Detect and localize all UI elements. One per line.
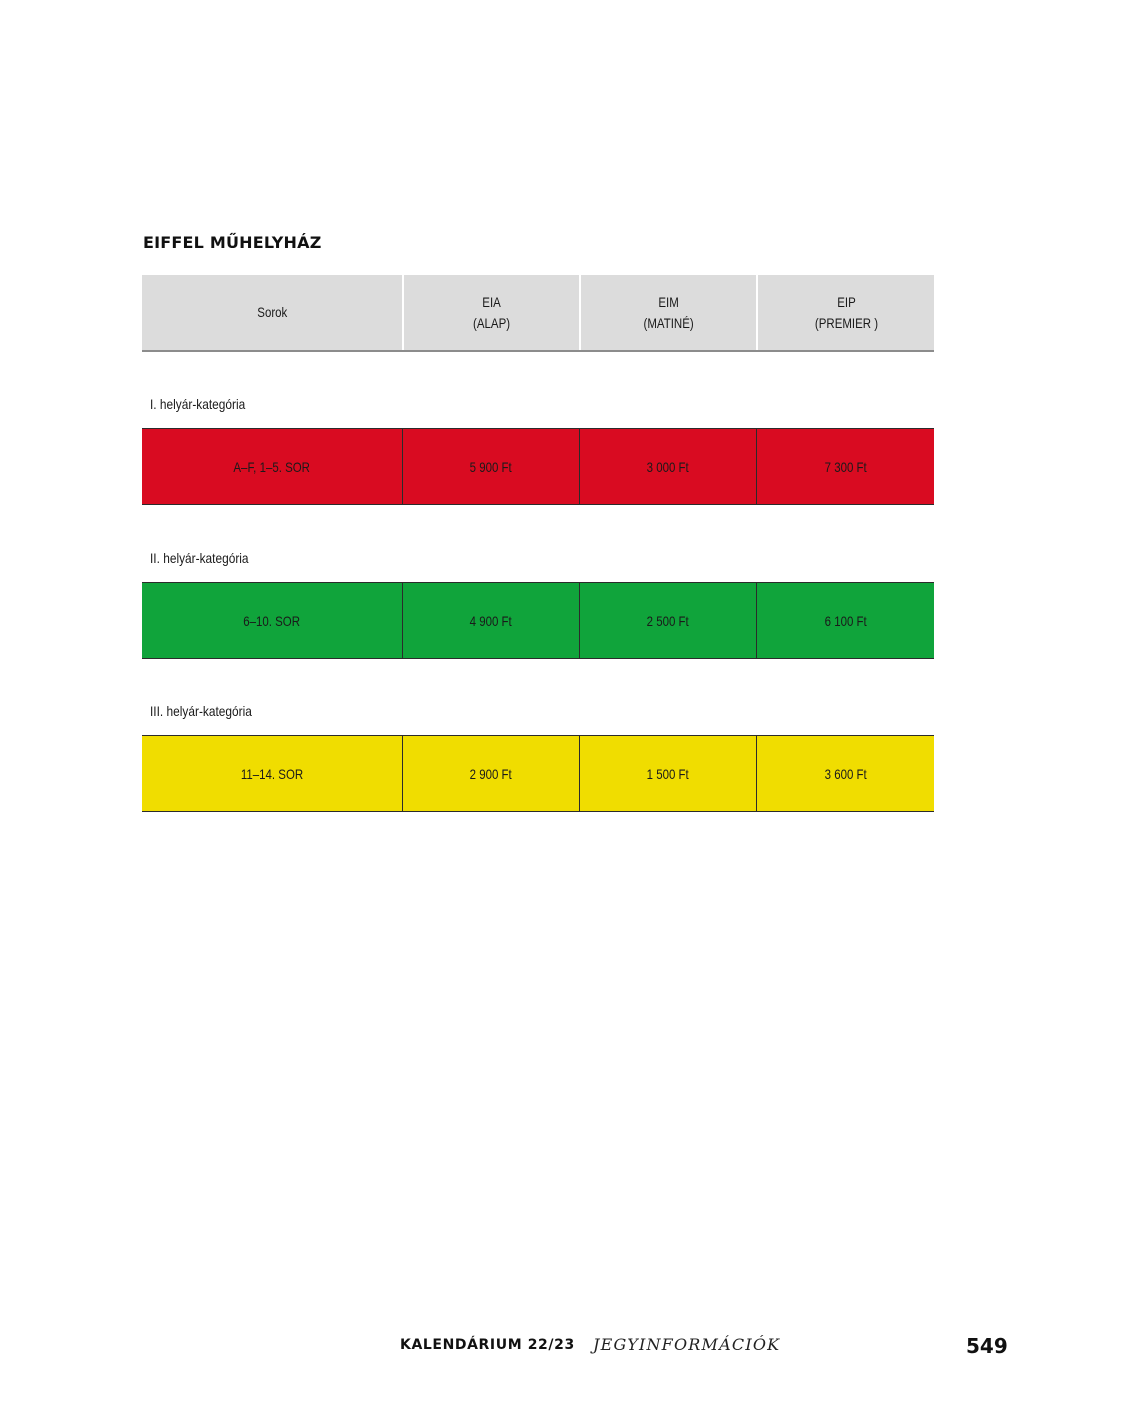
rows-cell: 6–10. SOR bbox=[243, 612, 301, 629]
price-cell-eip: 3 600 Ft bbox=[824, 765, 867, 782]
price-cell-eip: 6 100 Ft bbox=[824, 612, 867, 629]
price-cell-eim: 3 000 Ft bbox=[646, 458, 690, 475]
header-rows-label: Sorok bbox=[256, 304, 287, 320]
price-row-category-1 bbox=[142, 428, 934, 505]
category-label: II. helyár-kategória bbox=[150, 550, 249, 566]
price-cell-eia: 5 900 Ft bbox=[469, 458, 513, 475]
price-cell-eia: 2 900 Ft bbox=[469, 765, 513, 782]
header-name: (MATINÉ) bbox=[643, 314, 694, 331]
price-row-category-2 bbox=[142, 582, 934, 659]
table-header-row bbox=[142, 275, 934, 352]
price-cell-eia: 4 900 Ft bbox=[469, 612, 513, 629]
header-col-eip bbox=[814, 275, 877, 350]
header-code: EIP bbox=[836, 293, 856, 310]
price-cell-eip: 7 300 Ft bbox=[824, 458, 867, 475]
header-name: (ALAP) bbox=[472, 314, 511, 331]
category-label: III. helyár-kategória bbox=[150, 703, 252, 719]
rows-cell: 11–14. SOR bbox=[240, 765, 304, 782]
price-cell-eim: 1 500 Ft bbox=[646, 765, 690, 782]
rows-cell: A–F, 1–5. SOR bbox=[233, 458, 311, 475]
footer-publication: KALENDÁRIUM 22/23 bbox=[400, 1337, 575, 1353]
header-col-eia bbox=[473, 275, 510, 350]
footer-section: JEGYINFORMÁCIÓK bbox=[593, 1335, 781, 1354]
category-label: I. helyár-kategória bbox=[150, 396, 246, 412]
price-row-category-3 bbox=[142, 735, 934, 812]
section-title: EIFFEL MŰHELYHÁZ bbox=[143, 233, 322, 252]
header-col-eim bbox=[643, 275, 693, 350]
page-number: 549 bbox=[966, 1334, 1008, 1358]
price-cell-eim: 2 500 Ft bbox=[646, 612, 690, 629]
header-code: EIM bbox=[658, 293, 679, 310]
header-name: (PREMIER ) bbox=[814, 314, 878, 331]
header-code: EIA bbox=[482, 293, 501, 310]
